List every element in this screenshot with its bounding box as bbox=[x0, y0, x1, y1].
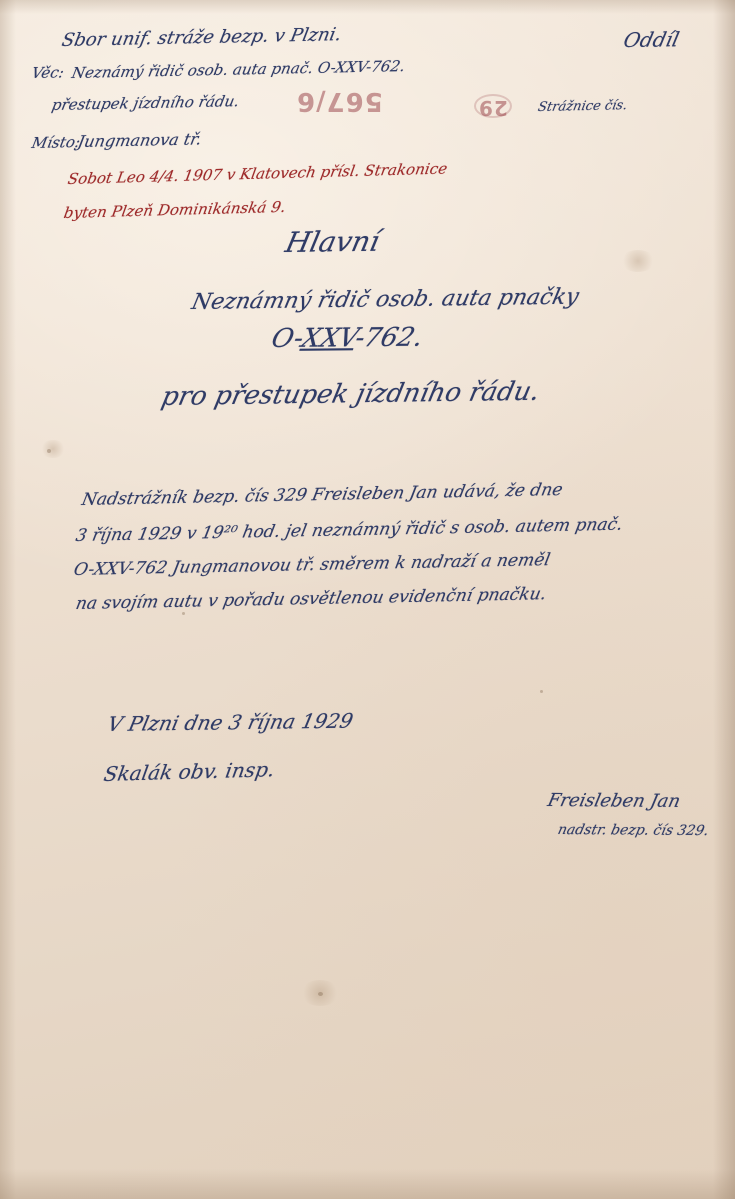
paper-edge-right bbox=[713, 0, 735, 1199]
subject-label: Věc: bbox=[30, 63, 66, 82]
subject-line-2: pro přestupek jízdního řádu. bbox=[158, 376, 543, 412]
paper-edge-left bbox=[0, 0, 16, 1199]
paper-speck bbox=[540, 690, 543, 693]
subject-number-suffix: -762. bbox=[352, 322, 427, 354]
place-date-line: V Plzni dne 3 října 1929 bbox=[105, 708, 356, 736]
inverted-stamp-number: 567/6 bbox=[296, 86, 383, 116]
body-paragraph-line: O-XXV-762 Jungmanovou tř. směrem k nadraží a neměl bbox=[72, 550, 552, 580]
office-line: Sbor unif. stráže bezp. v Plzni. bbox=[59, 24, 344, 51]
subject-text: Neznámý řidič osob. auta pnač. O-XXV-762. bbox=[70, 57, 407, 82]
body-paragraph-line: Nadstrážník bezp. čís 329 Freisleben Jan udává, že dne bbox=[80, 479, 565, 510]
red-annotation-line-2: byten Plzeň Dominikánská 9. bbox=[62, 197, 288, 222]
right-signature-name: Freisleben Jan bbox=[545, 790, 683, 812]
sheet-label: Strážnice čís. bbox=[536, 98, 629, 115]
paper-stain bbox=[300, 980, 340, 1006]
section-label: Oddíl bbox=[621, 27, 682, 52]
offence-line: přestupek jízdního řádu. bbox=[50, 92, 241, 114]
paper-stain bbox=[620, 250, 656, 272]
body-paragraph-line: 3 října 1929 v 19²⁰ hod. jel neznámný řidič s osob. autem pnač. bbox=[74, 514, 625, 546]
paper-speck bbox=[318, 992, 323, 996]
inverted-stamp-small: 29 bbox=[478, 96, 508, 120]
place-text: Jungmanova tř. bbox=[76, 129, 204, 151]
subject-line-1: Neznámný řidič osob. auta pnačky bbox=[189, 284, 582, 315]
paper-speck bbox=[47, 449, 51, 453]
paper-edge-top bbox=[0, 0, 735, 14]
right-signature-rank: nadstr. bezp. čís 329. bbox=[556, 822, 711, 840]
paper-stain bbox=[40, 440, 66, 458]
subject-number-prefix: O- bbox=[268, 323, 306, 354]
red-annotation-line-1: Sobot Leo 4/4. 1907 v Klatovech přísl. Strakonice bbox=[66, 159, 449, 188]
subject-number-underlined: XXV bbox=[298, 323, 360, 354]
subject-number bbox=[268, 323, 426, 354]
paper-speck bbox=[182, 612, 185, 615]
place-label: Místo: bbox=[30, 132, 82, 152]
body-paragraph-line: na svojím autu v pořadu osvětlenou evidenční pnačku. bbox=[74, 584, 549, 614]
left-signature: Skalák obv. insp. bbox=[102, 757, 277, 786]
paper-edge-bottom bbox=[0, 1169, 735, 1199]
page-title: Hlavní bbox=[282, 224, 383, 259]
